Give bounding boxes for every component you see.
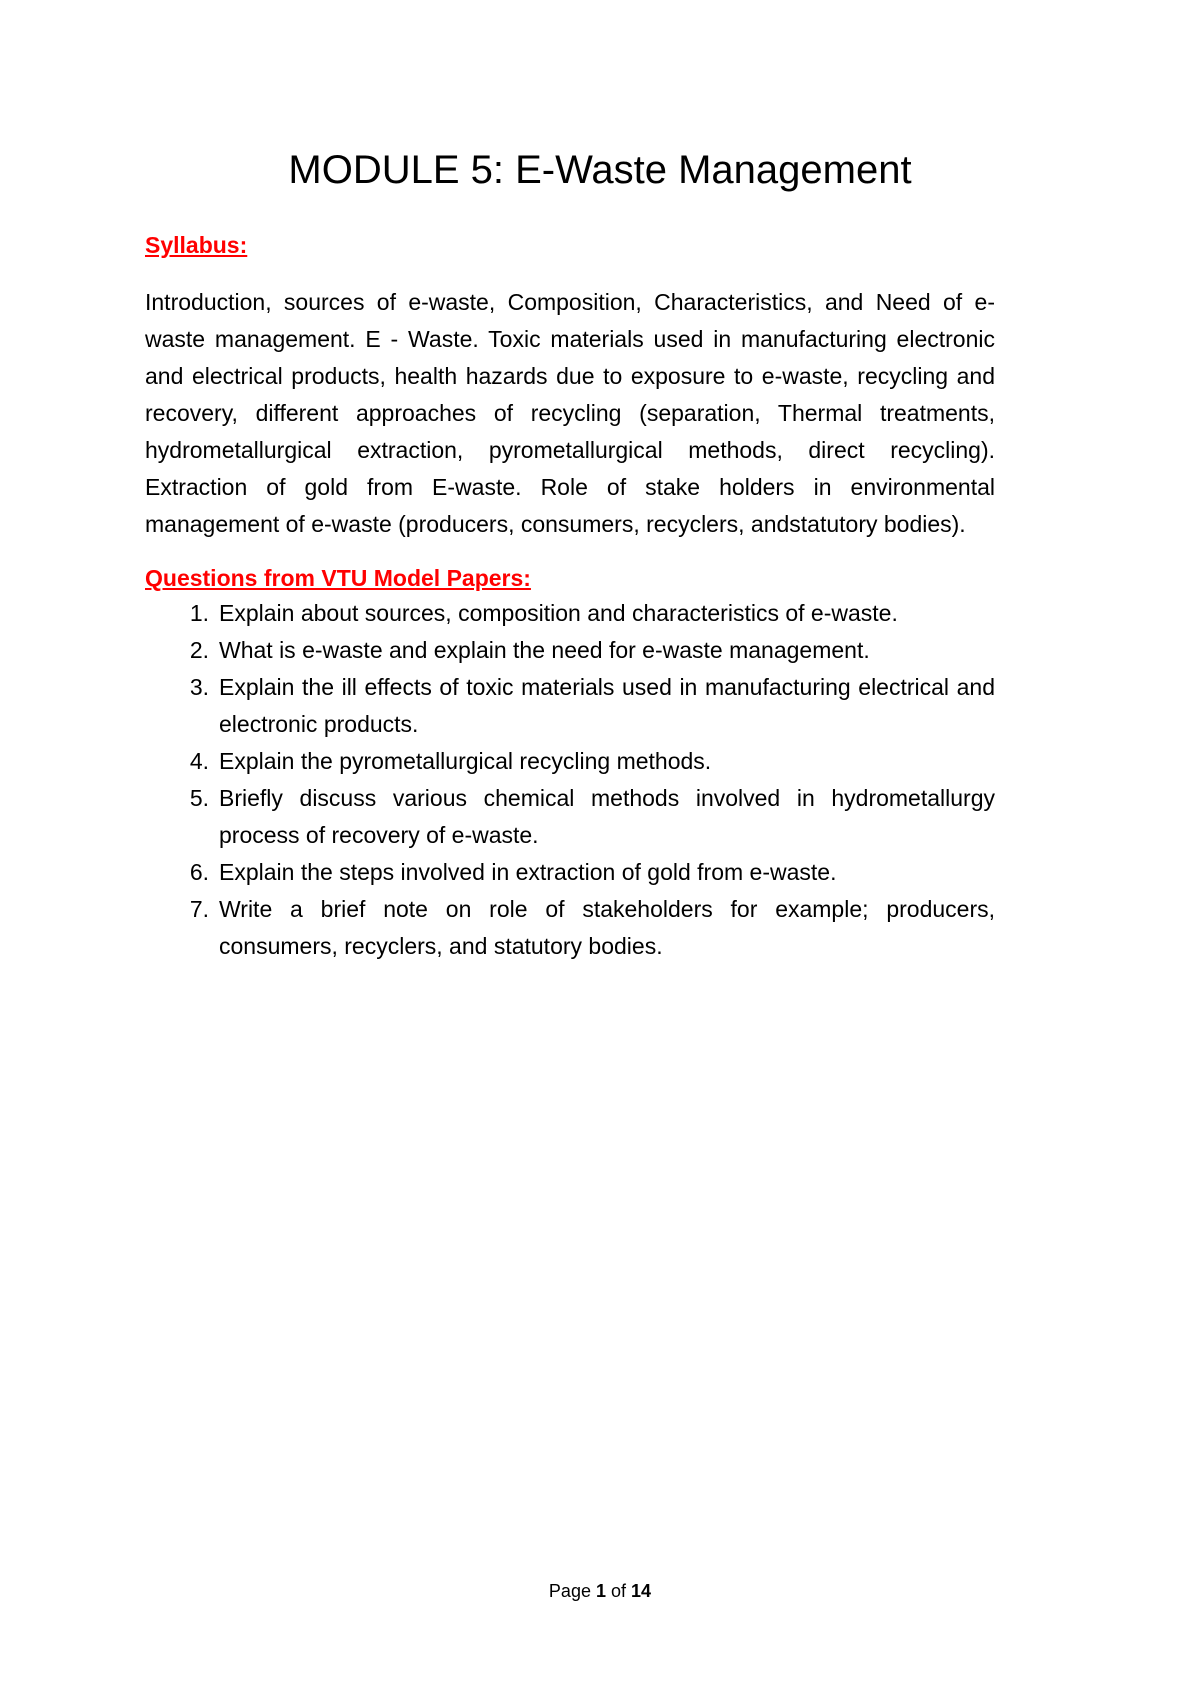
question-text: Explain the ill effects of toxic materials used in manufacturing electrical and electronic products. <box>219 674 995 737</box>
page-content <box>145 228 995 965</box>
questions-list <box>145 595 995 965</box>
question-text: Explain the steps involved in extraction of gold from e-waste. <box>219 859 837 885</box>
list-item <box>145 669 995 743</box>
total-pages-number: 14 <box>631 1581 652 1601</box>
question-text: Explain the pyrometallurgical recycling methods. <box>219 748 712 774</box>
list-item <box>145 632 995 669</box>
question-text: Write a brief note on role of stakeholders for example; producers, consumers, recyclers, and statutory bodies. <box>219 896 995 959</box>
syllabus-text: Introduction, sources of e-waste, Composition, Characteristics, and Need of e-waste management. E - Waste. Toxic materials used in manufacturing electronic and electrical products, health hazards due to exposure to e-waste, recycling and recovery, different approaches of recycling (separation, Thermal treatments, hydrometallurgical extraction, pyrometallurgical methods, direct recycling). Extraction of gold from E-waste. Role of stake holders in environmental management of e-waste (producers, consumers, recyclers, andstatutory bodies). <box>145 289 995 537</box>
questions-section <box>145 561 995 965</box>
question-text: Explain about sources, composition and characteristics of e-waste. <box>219 600 898 626</box>
question-number: 7. <box>189 896 209 922</box>
page-title: MODULE 5: E-Waste Management <box>288 148 912 192</box>
current-page-number: 1 <box>595 1581 606 1601</box>
question-number: 6. <box>189 859 209 885</box>
page-of-label: of <box>611 1581 627 1601</box>
question-text: What is e-waste and explain the need for e-waste management. <box>219 637 870 663</box>
syllabus-section <box>145 228 995 543</box>
question-number: 2. <box>189 637 209 663</box>
question-number: 1. <box>189 600 209 626</box>
question-number: 5. <box>189 785 209 811</box>
questions-heading: Questions from VTU Model Papers: <box>145 565 531 591</box>
question-number: 3. <box>189 674 209 700</box>
question-text: Briefly discuss various chemical methods involved in hydrometallurgy process of recovery of e-waste. <box>219 785 995 848</box>
list-item <box>145 891 995 965</box>
syllabus-heading: Syllabus: <box>145 232 248 258</box>
list-item <box>145 595 995 632</box>
page-label: Page <box>548 1581 591 1601</box>
question-number: 4. <box>189 748 209 774</box>
list-item <box>145 854 995 891</box>
page-footer <box>0 1579 1200 1603</box>
list-item <box>145 780 995 854</box>
list-item <box>145 743 995 780</box>
